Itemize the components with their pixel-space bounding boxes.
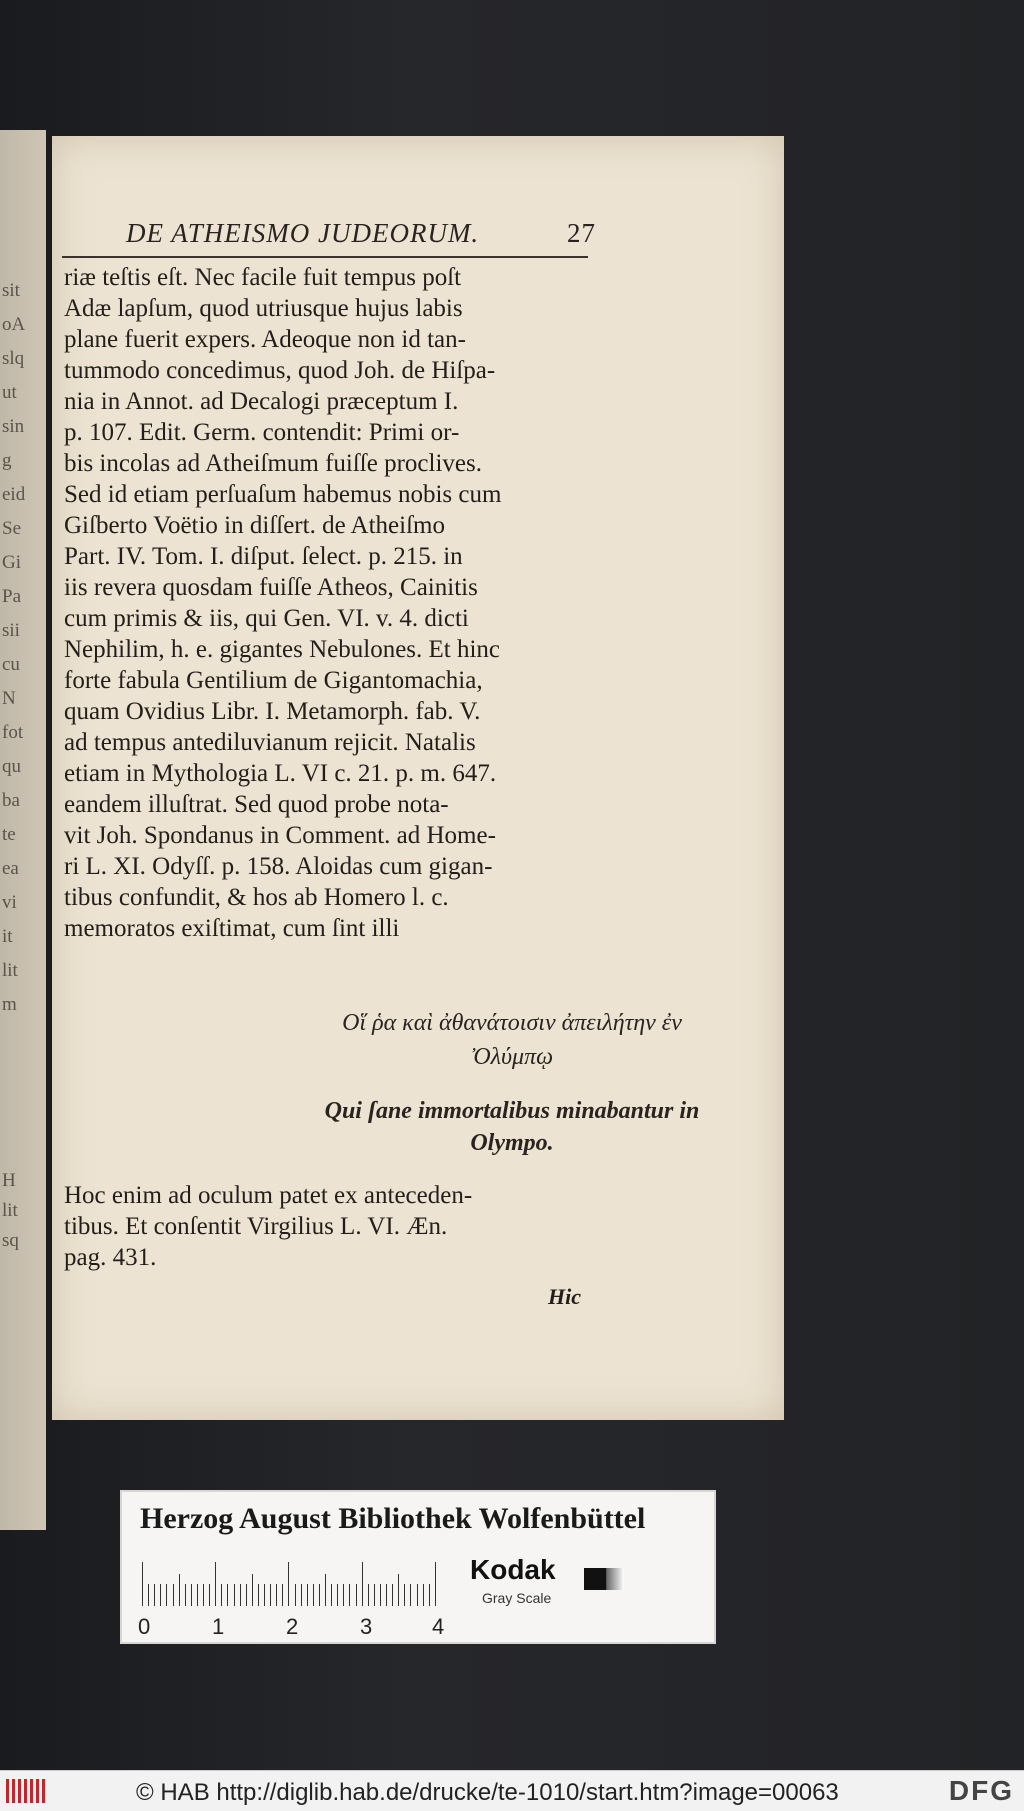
body-line: eandem illuſtrat. Sed quod probe nota- — [64, 791, 449, 818]
adjacent-page-fragment: vi — [2, 892, 17, 913]
body-line: quam Ovidius Libr. I. Metamorph. fab. V. — [64, 698, 481, 725]
ruler-tick — [148, 1584, 149, 1606]
ruler-tick — [276, 1584, 277, 1606]
ruler-tick — [398, 1574, 399, 1606]
ruler-tick — [288, 1562, 289, 1606]
ruler-tick — [386, 1584, 387, 1606]
ruler-tick — [264, 1584, 265, 1606]
closing-line: pag. 431. — [64, 1244, 157, 1271]
ruler-tick — [160, 1584, 161, 1606]
ruler-tick — [374, 1584, 375, 1606]
ruler-tick — [191, 1584, 192, 1606]
ruler-tick — [307, 1584, 308, 1606]
body-line: ad tempus antediluvianum rejicit. Natalis — [64, 729, 476, 756]
body-line: memoratos exiſtimat, cum ſint illi — [64, 915, 400, 942]
adjacent-page-fragment: sin — [2, 416, 25, 437]
ruler-tick — [349, 1584, 350, 1606]
body-line: tibus confundit, & hos ab Homero l. c. — [64, 884, 449, 911]
ruler-tick — [319, 1584, 320, 1606]
ruler-tick — [234, 1584, 235, 1606]
body-line: plane fuerit expers. Adeoque non id tan- — [64, 326, 466, 353]
adjacent-page-fragment: it — [2, 926, 13, 947]
body-line: riæ teſtis eſt. Nec facile fuit tempus poſt — [64, 264, 462, 291]
ruler-tick — [166, 1584, 167, 1606]
ruler-tick — [209, 1584, 210, 1606]
adjacent-page-fragment: te — [2, 824, 16, 845]
ruler-tick — [270, 1584, 271, 1606]
adjacent-page-fragment: ea — [2, 858, 19, 879]
footer-bar — [0, 1770, 1024, 1811]
ruler-tick — [221, 1584, 222, 1606]
ruler-tick — [331, 1584, 332, 1606]
adjacent-page-fragment: N — [2, 688, 16, 709]
body-line: tummodo concedimus, quod Joh. de Hiſpa- — [64, 357, 496, 384]
adjacent-page-fragment: g — [2, 450, 12, 471]
body-line: nia in Annot. ad Decalogi præceptum I. — [64, 388, 459, 415]
catchword: Hic — [548, 1284, 581, 1309]
ruler-tick — [240, 1584, 241, 1606]
ruler-number: 3 — [360, 1614, 373, 1639]
adjacent-page-fragment: sit — [2, 280, 20, 301]
ruler-tick — [362, 1562, 363, 1606]
closing-line: tibus. Et conſentit Virgilius L. VI. Æn. — [64, 1213, 448, 1240]
body-line: bis incolas ad Atheiſmum fuiſſe proclives. — [64, 450, 482, 477]
adjacent-page-fragment: lit — [2, 960, 18, 981]
ruler-tick — [179, 1574, 180, 1606]
adjacent-page-fragment: eid — [2, 484, 26, 505]
ruler-tick — [258, 1584, 259, 1606]
ruler-tick — [410, 1584, 411, 1606]
latin-translation-line-2: Olympo. — [470, 1130, 554, 1156]
body-line: Part. IV. Tom. I. diſput. ſelect. p. 215. in — [64, 543, 463, 570]
library-name: Herzog August Bibliothek Wolfenbüttel — [140, 1502, 646, 1535]
ruler-tick — [380, 1584, 381, 1606]
ruler-tick — [301, 1584, 302, 1606]
ruler-tick — [227, 1584, 228, 1606]
gray-swatch — [584, 1568, 624, 1590]
ruler-tick — [417, 1584, 418, 1606]
closing-text — [64, 1180, 594, 1273]
head-rule — [62, 256, 588, 258]
ruler-tick — [173, 1584, 174, 1606]
adjacent-page-fragment: Pa — [2, 586, 21, 607]
ruler-tick — [337, 1584, 338, 1606]
ruler-number: 1 — [212, 1614, 225, 1639]
greek-quote-line-2: Ὀλύμπῳ — [470, 1044, 554, 1070]
adjacent-page-fragment: slq — [2, 348, 25, 369]
body-line: Adæ lapſum, quod utriusque hujus labis — [64, 295, 463, 322]
body-line: Nephilim, h. e. gigantes Nebulones. Et hinc — [64, 636, 501, 663]
ruler-tick — [203, 1584, 204, 1606]
adjacent-page-fragment: sq — [2, 1230, 19, 1251]
adjacent-page-fragment: ba — [2, 790, 20, 811]
adjacent-page-fragment: H — [2, 1170, 16, 1191]
body-line: cum primis & iis, qui Gen. VI. v. 4. dicti — [64, 605, 469, 632]
ruler-tick — [185, 1584, 186, 1606]
ruler-tick — [429, 1584, 430, 1606]
adjacent-page-fragment: lit — [2, 1200, 18, 1221]
page-number: 27 — [567, 218, 596, 248]
running-head — [126, 218, 596, 249]
ruler-tick — [246, 1584, 247, 1606]
body-line: etiam in Mythologia L. VI c. 21. p. m. 647. — [64, 760, 497, 787]
ruler-number: 2 — [286, 1614, 299, 1639]
ruler-tick — [142, 1562, 143, 1606]
body-line: p. 107. Edit. Germ. contendit: Primi or- — [64, 419, 460, 446]
ruler-tick — [197, 1584, 198, 1606]
hab-logo-icon — [6, 1779, 46, 1803]
adjacent-page-fragment: sii — [2, 620, 20, 641]
color-calibration-bar — [120, 1490, 716, 1644]
latin-translation-line-1: Qui ſane immortalibus minabantur in — [324, 1098, 700, 1124]
body-line: Giſberto Voëtio in diſſert. de Atheiſmo — [64, 512, 445, 539]
body-line: ri L. XI. Odyſſ. p. 158. Aloidas cum gigan- — [64, 853, 493, 880]
ruler-tick — [252, 1574, 253, 1606]
closing-line: Hoc enim ad oculum patet ex anteceden- — [64, 1182, 473, 1209]
ruler-tick — [392, 1584, 393, 1606]
kodak-logo: Kodak — [470, 1554, 556, 1585]
adjacent-page-edge — [0, 130, 46, 1530]
ruler-tick — [215, 1562, 216, 1606]
ruler-tick — [154, 1584, 155, 1606]
adjacent-page-fragment: ut — [2, 382, 17, 403]
adjacent-page-fragment: m — [2, 994, 17, 1015]
adjacent-page-fragment: oA — [2, 314, 26, 335]
adjacent-page-fragment: Gi — [2, 552, 21, 573]
ruler-tick — [435, 1562, 436, 1606]
dfg-logo: DFG — [948, 1775, 1014, 1806]
gray-scale-label: Gray Scale — [482, 1590, 552, 1606]
adjacent-page-fragment: Se — [2, 518, 21, 539]
greek-quote-line-1: Οἵ ῥα καὶ ἀθανάτοισιν ἀπειλήτην ἐν — [342, 1010, 682, 1036]
ruler — [142, 1560, 442, 1606]
ruler-tick — [404, 1584, 405, 1606]
body-line: forte fabula Gentilium de Gigantomachia, — [64, 667, 483, 694]
ruler-tick — [325, 1574, 326, 1606]
ruler-number: 4 — [432, 1614, 445, 1639]
ruler-tick — [356, 1584, 357, 1606]
body-line: iis revera quosdam fuiſſe Atheos, Cainitis — [64, 574, 478, 601]
body-line: vit Joh. Spondanus in Comment. ad Home- — [64, 822, 496, 849]
ruler-tick — [313, 1584, 314, 1606]
ruler-tick — [343, 1584, 344, 1606]
adjacent-page-fragment: fot — [2, 722, 24, 743]
body-line: Sed id etiam perſuaſum habemus nobis cum — [64, 481, 502, 508]
ruler-tick — [295, 1584, 296, 1606]
footer-credit-link[interactable]: © HAB http://diglib.hab.de/drucke/te-1010/start.htm?image=00063 — [136, 1779, 839, 1806]
adjacent-page-fragment: qu — [2, 756, 21, 777]
ruler-tick — [423, 1584, 424, 1606]
ruler-tick — [368, 1584, 369, 1606]
adjacent-page-fragment: cu — [2, 654, 20, 675]
ruler-number: 0 — [138, 1614, 151, 1639]
ruler-tick — [282, 1584, 283, 1606]
running-head-title: DE ATHEISMO JUDEORUM. — [126, 218, 480, 248]
body-text — [64, 262, 594, 944]
